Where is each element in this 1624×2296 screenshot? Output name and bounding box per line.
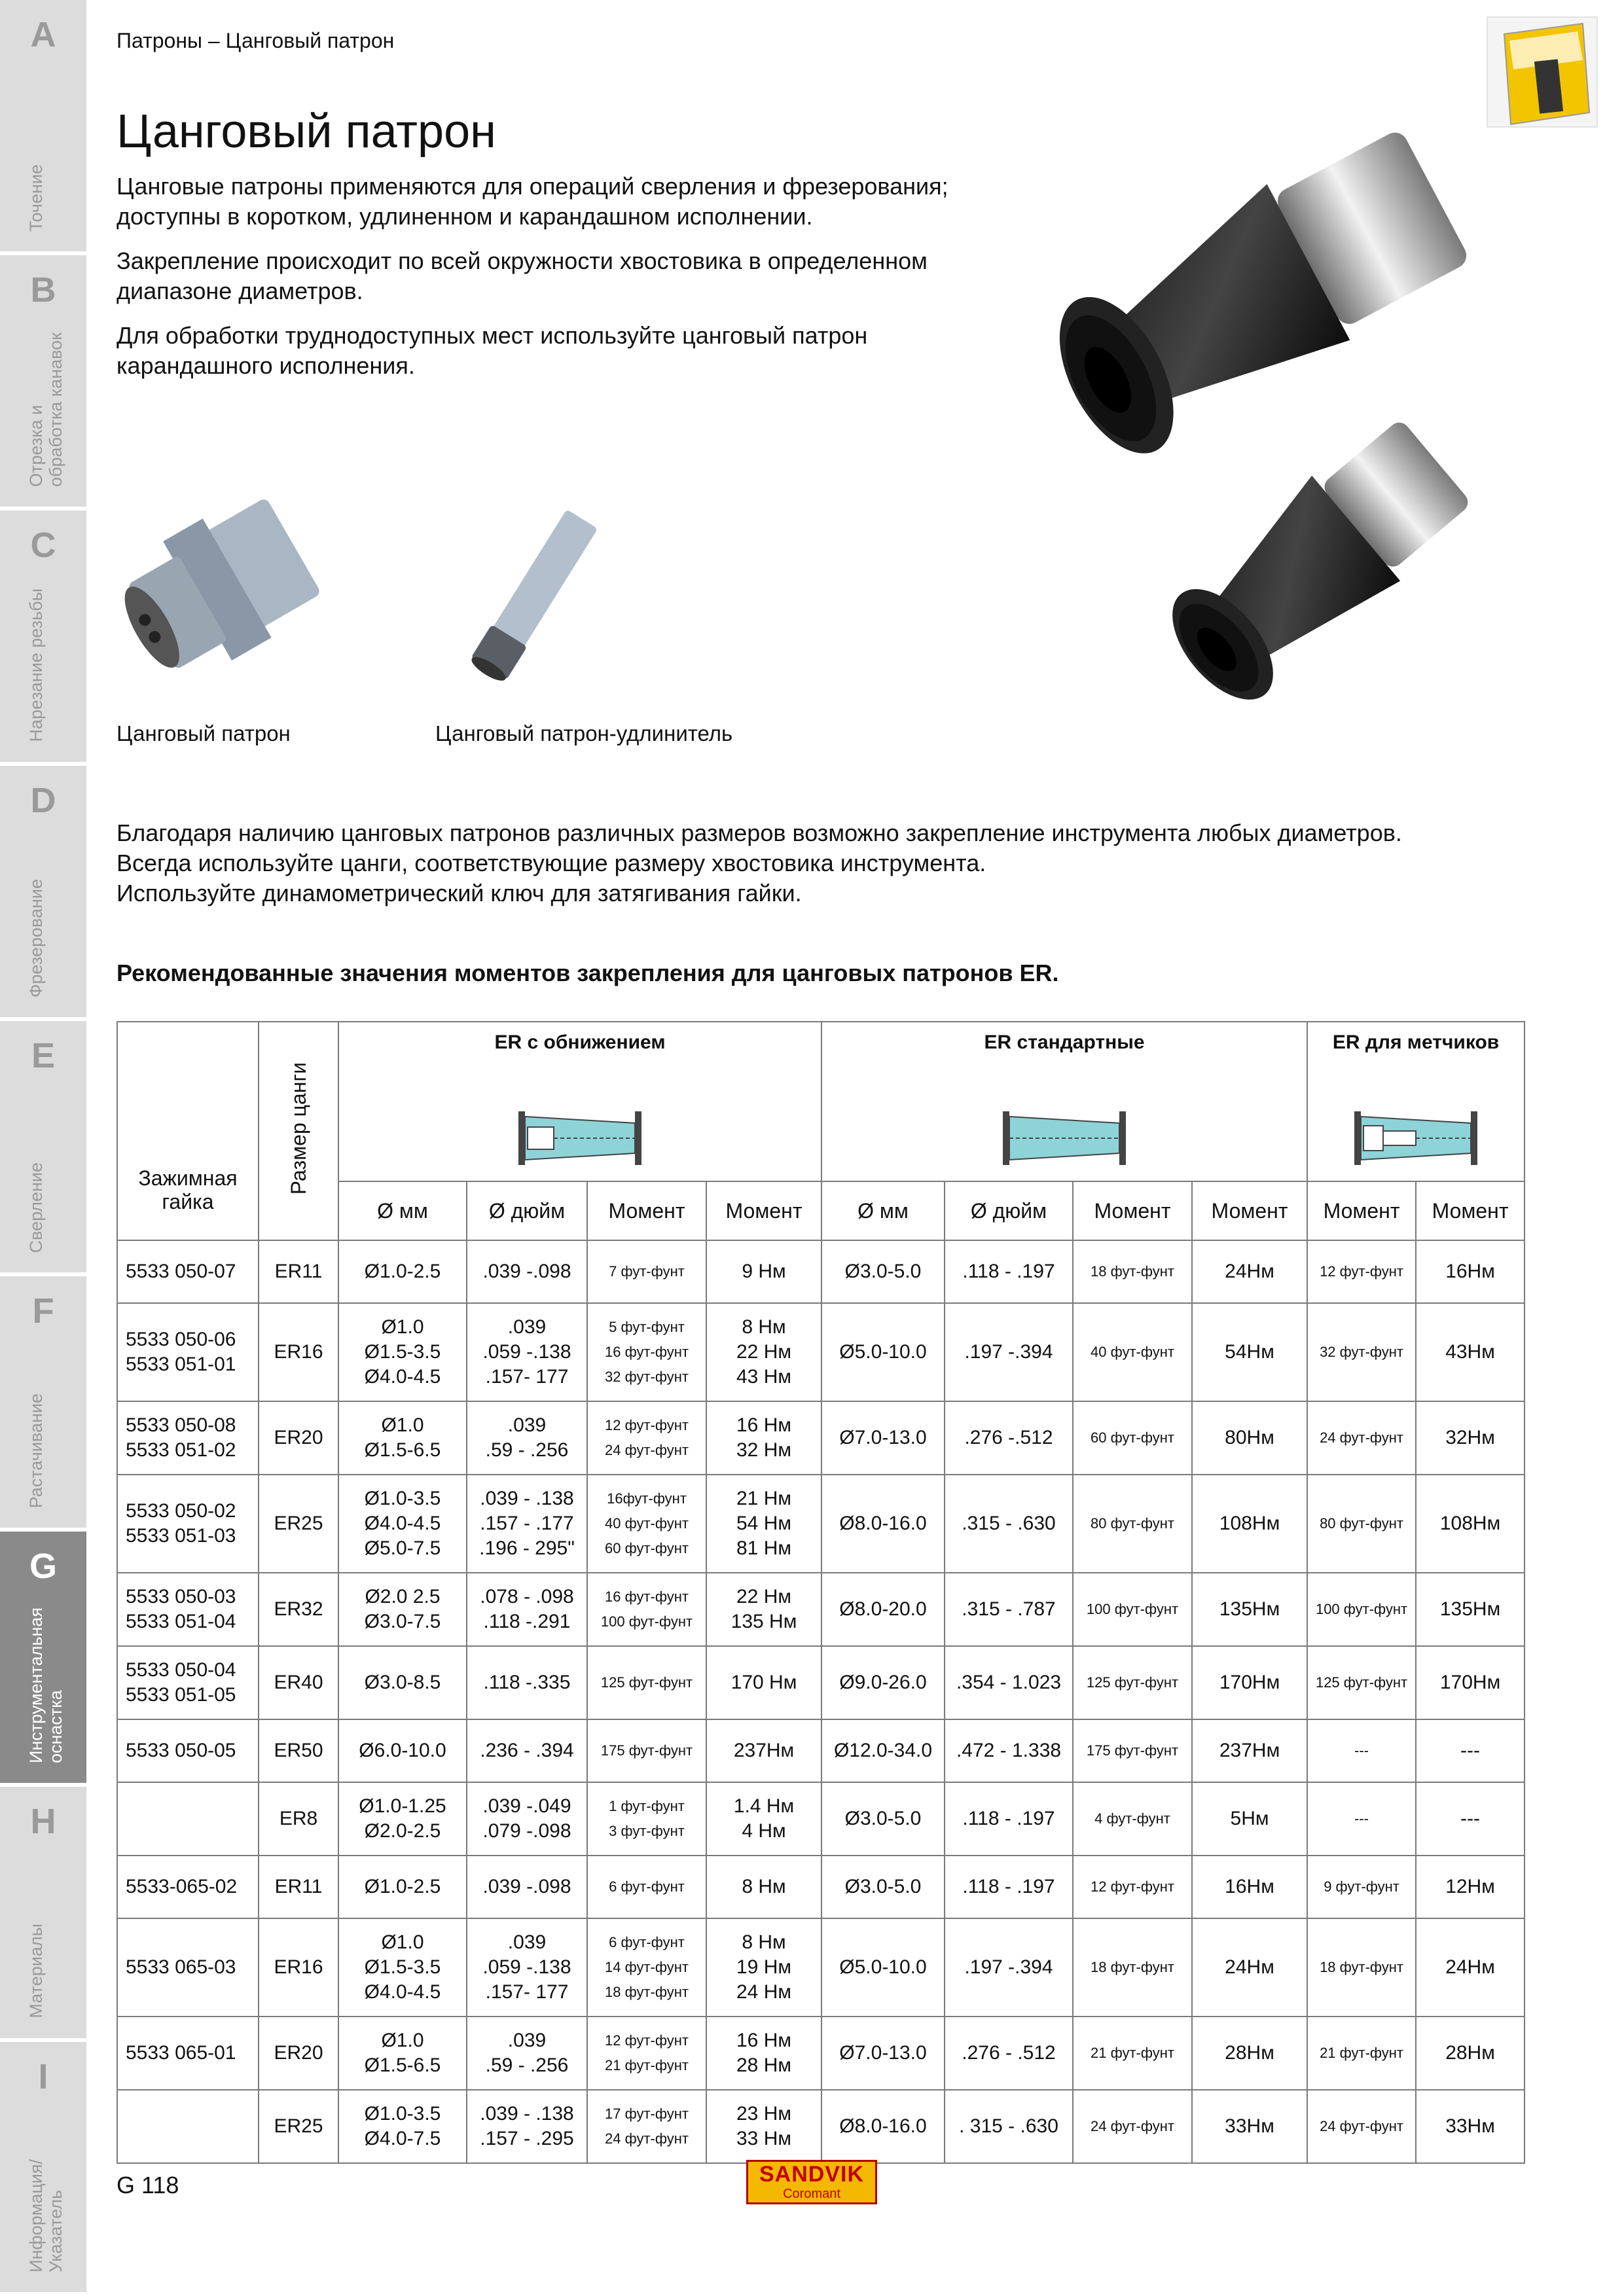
table-cell: [117, 2090, 259, 2163]
table-cell: 12Нм: [1416, 1856, 1525, 1918]
sidebar-section-label: Инструментальная оснастка: [26, 1607, 65, 1763]
logo-line1: SANDVIK: [759, 2162, 865, 2187]
table-cell: Ø1.0 Ø1.5-6.5: [338, 2017, 467, 2090]
sidebar-section-letter: G: [29, 1547, 57, 1586]
header-collet-size-label: Размер цанги: [286, 1062, 310, 1195]
table-cell: 108Нм: [1192, 1475, 1307, 1573]
table-cell: 12 фут-фунт 21 фут-фунт: [587, 2017, 706, 2090]
table-cell: .039 -.098: [467, 1856, 587, 1918]
table-cell: 5Нм: [1192, 1782, 1307, 1856]
column-header: Ø мм: [821, 1181, 945, 1240]
table-cell: 28Нм: [1192, 2017, 1307, 2090]
table-cell: 6 фут-фунт: [587, 1856, 706, 1918]
logo-line2: Coromant: [783, 2187, 840, 2201]
table-row: [117, 1303, 1525, 1401]
table-cell: 135Нм: [1192, 1573, 1307, 1646]
table-cell: 237Нм: [706, 1719, 821, 1782]
table-cell: .039 -.098: [467, 1240, 587, 1303]
table-cell: 32 фут-фунт: [1307, 1303, 1416, 1401]
table-cell: 8 Нм: [706, 1856, 821, 1918]
table-cell: 5533 050-05: [117, 1719, 259, 1782]
table-row: [117, 1719, 1525, 1782]
sidebar-section-letter: B: [30, 270, 56, 310]
column-header: Момент: [1073, 1181, 1192, 1240]
table-cell: 1 фут-фунт 3 фут-фунт: [587, 1782, 706, 1856]
table-cell: 125 фут-фунт: [1307, 1646, 1416, 1719]
table-cell: Ø2.0 2.5 Ø3.0-7.5: [338, 1573, 467, 1646]
intro-text: [117, 171, 967, 395]
table-cell: .354 - 1.023: [945, 1646, 1073, 1719]
caption-collet-chuck: Цанговый патрон: [117, 721, 291, 745]
table-cell: ER32: [259, 1573, 338, 1646]
table-cell: Ø7.0-13.0: [821, 2017, 945, 2090]
sidebar-section-c[interactable]: [0, 511, 86, 766]
table-cell: 5533 050-04 5533 051-05: [117, 1646, 259, 1719]
body-line: Благодаря наличию цанговых патронов различных размеров возможно закрепление инструмента любых диаметров.: [117, 819, 1402, 846]
table-cell: .039 - .138 .157 - .295: [467, 2090, 587, 2163]
table-cell: 8 Нм 22 Нм 43 Нм: [706, 1303, 821, 1401]
header-collet-size: [259, 1022, 338, 1240]
group-header-reduced: ER с обнижением: [338, 1022, 821, 1077]
table-cell: .197 -.394: [945, 1918, 1073, 2017]
table-cell: Ø3.0-8.5: [338, 1646, 467, 1719]
sidebar-section-label: Нарезание резьбы: [26, 588, 46, 742]
table-cell: 1.4 Нм 4 Нм: [706, 1782, 821, 1856]
table-cell: ER8: [259, 1782, 338, 1856]
table-cell: 125 фут-фунт: [1073, 1646, 1192, 1719]
table-cell: 12 фут-фунт: [1307, 1240, 1416, 1303]
table-cell: ---: [1307, 1719, 1416, 1782]
sidebar-section-label: Отрезка и обработка канавок: [26, 332, 65, 487]
table-cell: ER16: [259, 1303, 338, 1401]
column-header: Момент: [706, 1181, 821, 1240]
table-cell: 17 фут-фунт 24 фут-фунт: [587, 2090, 706, 2163]
table-cell: ER40: [259, 1646, 338, 1719]
table-cell: 170Нм: [1416, 1646, 1525, 1719]
table-cell: 24 фут-фунт: [1073, 2090, 1192, 2163]
table-cell: 24Нм: [1416, 1918, 1525, 2017]
page-number: G 118: [117, 2172, 179, 2198]
table-cell: Ø3.0-5.0: [821, 1782, 945, 1856]
column-header: Момент: [1192, 1181, 1307, 1240]
table-row: [117, 2090, 1525, 2163]
table-cell: Ø1.0 Ø1.5-6.5: [338, 1401, 467, 1475]
sidebar-section-letter: E: [31, 1036, 56, 1075]
table-cell: .315 - .787: [945, 1573, 1073, 1646]
table-cell: 16 Нм 28 Нм: [706, 2017, 821, 2090]
intro-paragraph: Цанговые патроны применяются для операций сверления и фрезерования; доступны в коротком, удлиненном и карандашном исполнении.: [117, 173, 948, 230]
table-cell: 5533-065-02: [117, 1856, 259, 1918]
table-cell: 16Нм: [1416, 1240, 1525, 1303]
table-cell: 8 Нм 19 Нм 24 Нм: [706, 1918, 821, 2017]
table-cell: 9 фут-фунт: [1307, 1856, 1416, 1918]
table-cell: Ø1.0-1.25 Ø2.0-2.5: [338, 1782, 467, 1856]
table-cell: 16 Нм 32 Нм: [706, 1401, 821, 1475]
table-cell: 23 Нм 33 Нм: [706, 2090, 821, 2163]
table-cell: 100 фут-фунт: [1307, 1573, 1416, 1646]
table-cell: 24Нм: [1192, 1240, 1307, 1303]
table-cell: 5 фут-фунт 16 фут-фунт 32 фут-фунт: [587, 1303, 706, 1401]
table-cell: Ø1.0-3.5 Ø4.0-4.5 Ø5.0-7.5: [338, 1475, 467, 1573]
table-cell: Ø6.0-10.0: [338, 1719, 467, 1782]
table-cell: .276 -.512: [945, 1401, 1073, 1475]
table-cell: 16Нм: [1192, 1856, 1307, 1918]
table-row: [117, 1646, 1525, 1719]
table-cell: 80Нм: [1192, 1401, 1307, 1475]
table-cell: [117, 1782, 259, 1856]
sidebar-section-f[interactable]: [0, 1276, 86, 1532]
table-row: [117, 1782, 1525, 1856]
table-cell: .039 - .138 .157 - .177 .196 - 295": [467, 1475, 587, 1573]
table-cell: .039 .59 - .256: [467, 1401, 587, 1475]
sidebar-section-label: Материалы: [26, 1924, 46, 2018]
table-cell: Ø3.0-5.0: [821, 1856, 945, 1918]
table-cell: ER25: [259, 2090, 338, 2163]
table-row: [117, 1573, 1525, 1646]
breadcrumb: Патроны – Цанговый патрон: [117, 29, 395, 52]
table-cell: 135Нм: [1416, 1573, 1525, 1646]
table-cell: 12 фут-фунт: [1073, 1856, 1192, 1918]
table-row: [117, 1240, 1525, 1303]
sidebar-section-g[interactable]: [0, 1532, 86, 1787]
table-cell: Ø7.0-13.0: [821, 1401, 945, 1475]
table-cell: ER11: [259, 1856, 338, 1918]
table-cell: ER25: [259, 1475, 338, 1573]
page-title: Цанговый патрон: [117, 105, 496, 158]
table-cell: 18 фут-фунт: [1073, 1240, 1192, 1303]
table-cell: 16фут-фунт 40 фут-фунт 60 фут-фунт: [587, 1475, 706, 1573]
table-cell: 175 фут-фунт: [587, 1719, 706, 1782]
collet-standard-icon: [999, 1102, 1130, 1174]
table-cell: .118 -.335: [467, 1646, 587, 1719]
table-cell: 170Нм: [1192, 1646, 1307, 1719]
table-cell: ---: [1307, 1782, 1416, 1856]
caption-collet-extension: Цанговый патрон-удлинитель: [435, 721, 733, 745]
intro-paragraph: Закрепление происходит по всей окружности хвостовика в определенном диапазоне диаметров.: [117, 247, 928, 304]
body-text: [117, 818, 1524, 908]
table-cell: 5533 050-03 5533 051-04: [117, 1573, 259, 1646]
table-row: [117, 1475, 1525, 1573]
body-line: Используйте динамометрический ключ для затягивания гайки.: [117, 880, 802, 906]
sidebar-section-d[interactable]: [0, 766, 86, 1021]
table-cell: .039 -.049 .079 -.098: [467, 1782, 587, 1856]
sidebar-section-letter: F: [32, 1291, 54, 1331]
table-cell: ---: [1416, 1719, 1525, 1782]
sandvik-logo: [746, 2160, 877, 2204]
sidebar-section-i[interactable]: [0, 2042, 86, 2296]
table-cell: 18 фут-фунт: [1307, 1918, 1416, 2017]
sidebar-section-letter: D: [30, 781, 56, 820]
table-cell: Ø8.0-16.0: [821, 2090, 945, 2163]
table-cell: 54Нм: [1192, 1303, 1307, 1401]
collet-tapping-icon: [1350, 1102, 1481, 1174]
table-cell: .039 .059 -.138 .157- 177: [467, 1303, 587, 1401]
table-cell: . 315 - .630: [945, 2090, 1073, 2163]
table-cell: Ø1.0-2.5: [338, 1856, 467, 1918]
table-cell: 4 фут-фунт: [1073, 1782, 1192, 1856]
table-cell: 5533 065-01: [117, 2017, 259, 2090]
table-cell: 9 Нм: [706, 1240, 821, 1303]
sidebar-section-b[interactable]: [0, 255, 86, 511]
collet-drawing-reduced: [338, 1077, 821, 1181]
torque-table: [117, 1021, 1525, 2164]
table-cell: 33Нм: [1192, 2090, 1307, 2163]
table-cell: .039 .059 -.138 .157- 177: [467, 1918, 587, 2017]
table-cell: Ø9.0-26.0: [821, 1646, 945, 1719]
collet-chuck-image: [117, 478, 333, 700]
sidebar-section-h[interactable]: [0, 1787, 86, 2042]
table-cell: .276 - .512: [945, 2017, 1073, 2090]
table-cell: 21 Нм 54 Нм 81 Нм: [706, 1475, 821, 1573]
sidebar-section-label: Фрезерование: [26, 878, 46, 997]
group-header-standard: ER стандартные: [821, 1022, 1307, 1077]
sidebar-section-letter: A: [30, 15, 56, 54]
sidebar-section-letter: H: [30, 1802, 56, 1841]
table-cell: 33Нм: [1416, 2090, 1525, 2163]
table-cell: 80 фут-фунт: [1073, 1475, 1192, 1573]
table-cell: 108Нм: [1416, 1475, 1525, 1573]
collet-drawing-standard: [821, 1077, 1307, 1181]
table-row: [117, 1401, 1525, 1475]
table-cell: Ø1.0-2.5: [338, 1240, 467, 1303]
sidebar-section-a[interactable]: [0, 0, 86, 255]
table-cell: Ø1.0 Ø1.5-3.5 Ø4.0-4.5: [338, 1918, 467, 2017]
table-cell: .078 - .098 .118 -.291: [467, 1573, 587, 1646]
sidebar-section-label: Точение: [26, 164, 46, 232]
table-cell: ER20: [259, 2017, 338, 2090]
table-cell: Ø5.0-10.0: [821, 1303, 945, 1401]
table-cell: ER50: [259, 1719, 338, 1782]
table-cell: 21 фут-фунт: [1073, 2017, 1192, 2090]
table-cell: 5533 050-08 5533 051-02: [117, 1401, 259, 1475]
table-cell: 6 фут-фунт 14 фут-фунт 18 фут-фунт: [587, 1918, 706, 2017]
table-cell: Ø8.0-16.0: [821, 1475, 945, 1573]
table-cell: .236 - .394: [467, 1719, 587, 1782]
table-cell: Ø8.0-20.0: [821, 1573, 945, 1646]
sidebar-section-letter: I: [38, 2057, 48, 2096]
table-cell: 22 Нм 135 Нм: [706, 1573, 821, 1646]
table-cell: 7 фут-фунт: [587, 1240, 706, 1303]
table-cell: 21 фут-фунт: [1307, 2017, 1416, 2090]
table-cell: 12 фут-фунт 24 фут-фунт: [587, 1401, 706, 1475]
table-cell: 5533 050-06 5533 051-01: [117, 1303, 259, 1401]
table-cell: .197 -.394: [945, 1303, 1073, 1401]
collet-drawing-tapping: [1307, 1077, 1525, 1181]
table-cell: 28Нм: [1416, 2017, 1525, 2090]
table-cell: .315 - .630: [945, 1475, 1073, 1573]
table-cell: 16 фут-фунт 100 фут-фунт: [587, 1573, 706, 1646]
table-cell: ER16: [259, 1918, 338, 2017]
table-cell: 40 фут-фунт: [1073, 1303, 1192, 1401]
table-cell: Ø3.0-5.0: [821, 1240, 945, 1303]
table-cell: ER11: [259, 1240, 338, 1303]
table-cell: .039 .59 - .256: [467, 2017, 587, 2090]
sidebar-section-label: Информация/ Указатель: [26, 2159, 65, 2272]
table-cell: 18 фут-фунт: [1073, 1918, 1192, 2017]
table-cell: 43Нм: [1416, 1303, 1525, 1401]
table-cell: 60 фут-фунт: [1073, 1401, 1192, 1475]
section-sidebar: [0, 0, 86, 2296]
table-cell: Ø1.0 Ø1.5-3.5 Ø4.0-4.5: [338, 1303, 467, 1401]
column-header: Ø дюйм: [467, 1181, 587, 1240]
sidebar-section-label: Растачивание: [26, 1393, 46, 1508]
table-cell: Ø5.0-10.0: [821, 1918, 945, 2017]
table-cell: 24 фут-фунт: [1307, 2090, 1416, 2163]
table-row: [117, 1856, 1525, 1918]
intro-paragraph: Для обработки труднодоступных мест используйте цанговый патрон карандашного исполнения.: [117, 322, 868, 379]
table-cell: ER20: [259, 1401, 338, 1475]
table-cell: ---: [1416, 1782, 1525, 1856]
table-cell: .118 - .197: [945, 1856, 1073, 1918]
table-cell: Ø1.0-3.5 Ø4.0-7.5: [338, 2090, 467, 2163]
table-cell: .118 - .197: [945, 1240, 1073, 1303]
table-cell: .118 - .197: [945, 1782, 1073, 1856]
body-line: Всегда используйте цанги, соответствующие размеру хвостовика инструмента.: [117, 850, 986, 876]
table-cell: 170 Нм: [706, 1646, 821, 1719]
table-title: Рекомендованные значения моментов закрепления для цанговых патронов ER.: [117, 960, 1059, 986]
collet-chuck-product-image: [982, 111, 1558, 792]
sidebar-section-label: Сверление: [26, 1162, 46, 1253]
table-cell: 237Нм: [1192, 1719, 1307, 1782]
table-cell: 175 фут-фунт: [1073, 1719, 1192, 1782]
collet-extension-image: [432, 478, 648, 700]
table-cell: 5533 050-02 5533 051-03: [117, 1475, 259, 1573]
table-cell: 32Нм: [1416, 1401, 1525, 1475]
sidebar-section-e[interactable]: [0, 1021, 86, 1276]
sidebar-section-letter: C: [30, 526, 56, 565]
table-cell: 24Нм: [1192, 1918, 1307, 2017]
table-cell: 5533 065-03: [117, 1918, 259, 2017]
table-cell: Ø12.0-34.0: [821, 1719, 945, 1782]
table-cell: .472 - 1.338: [945, 1719, 1073, 1782]
table-cell: 100 фут-фунт: [1073, 1573, 1192, 1646]
header-nut: Зажимная гайка: [117, 1022, 259, 1240]
table-cell: 80 фут-фунт: [1307, 1475, 1416, 1573]
group-header-tapping: ER для метчиков: [1307, 1022, 1525, 1077]
table-cell: 5533 050-07: [117, 1240, 259, 1303]
column-header: Момент: [1416, 1181, 1525, 1240]
table-row: [117, 1918, 1525, 2017]
column-header: Момент: [1307, 1181, 1416, 1240]
table-cell: 125 фут-фунт: [587, 1646, 706, 1719]
table-row: [117, 2017, 1525, 2090]
collet-reduced-icon: [514, 1102, 645, 1174]
column-header: Ø мм: [338, 1181, 467, 1240]
table-cell: 24 фут-фунт: [1307, 1401, 1416, 1475]
column-header: Ø дюйм: [945, 1181, 1073, 1240]
column-header: Момент: [587, 1181, 706, 1240]
